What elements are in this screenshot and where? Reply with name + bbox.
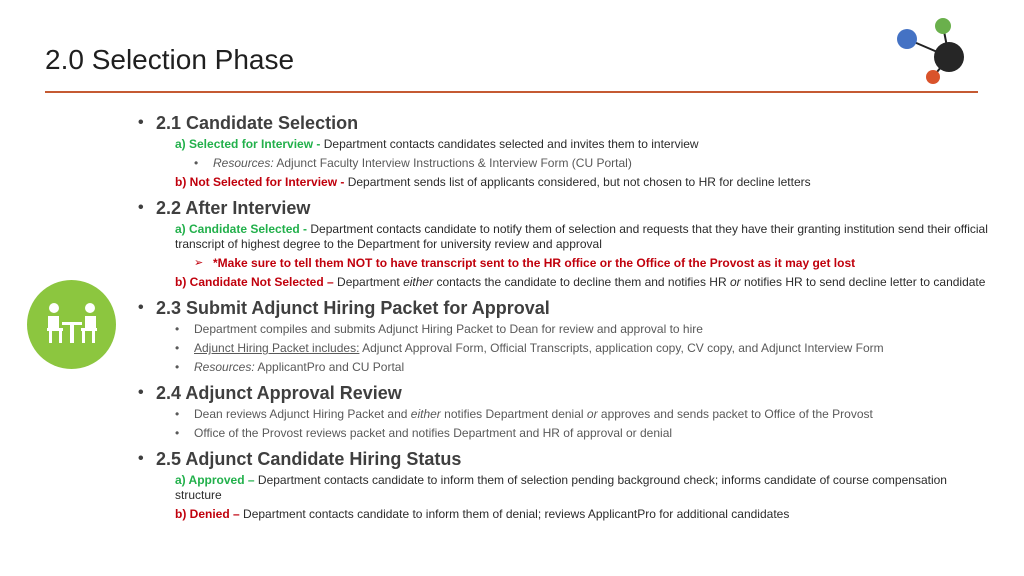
interview-meeting-icon [27, 280, 116, 369]
section-hiring-status [138, 448, 988, 522]
denied-line: b) Denied – Department contacts candidate to inform them of denial; reviews ApplicantPro for additional candidates [175, 507, 790, 521]
arrow-bullet-icon: ➢ [194, 257, 204, 269]
resources-line: • Resources: Adjunct Faculty Interview Instructions & Interview Form (CU Portal) [194, 156, 988, 171]
section-submit-packet [138, 297, 988, 375]
selected-for-interview-line: a) Selected for Interview - Department contacts candidates selected and invites them to interview [175, 137, 699, 151]
slide-content [138, 112, 988, 522]
section-heading: • 2.1 Candidate Selection [156, 112, 988, 134]
candidate-selected-line: a) Candidate Selected - Department contacts candidate to notify them of selection and requests that they have their granting institution send their official transcript of highest degree to the Department for university review and approval [175, 222, 988, 251]
list-item: • Department compiles and submits Adjunct Hiring Packet to Dean for review and approval to hire [175, 322, 988, 337]
approved-line: a) Approved – Department contacts candidate to inform them of selection pending background check; informs candidate of course compensation structure [175, 473, 947, 502]
section-heading: • 2.3 Submit Adjunct Hiring Packet for Approval [156, 297, 988, 319]
slide-title: 2.0 Selection Phase [45, 44, 295, 75]
list-item: • Adjunct Hiring Packet includes: Adjunct Approval Form, Official Transcripts, application copy, CV copy, and Adjunct Interview Form [175, 341, 988, 356]
section-heading: • 2.2 After Interview [156, 197, 988, 219]
section-candidate-selection [138, 112, 988, 190]
candidate-not-selected-line: b) Candidate Not Selected – Department either contacts the candidate to decline them and notifies HR or notifies HR to send decline letter to candidate [175, 275, 986, 289]
list-item: • Resources: ApplicantPro and CU Portal [175, 360, 988, 375]
title-divider [45, 91, 978, 93]
section-heading: • 2.5 Adjunct Candidate Hiring Status [156, 448, 988, 470]
section-approval-review [138, 382, 988, 441]
not-selected-line: b) Not Selected for Interview - Department sends list of applicants considered, but not chosen to HR for decline letters [175, 175, 811, 189]
transcript-warning: ➢ *Make sure to tell them NOT to have transcript sent to the HR office or the Office of the Provost as it may get lost [194, 256, 856, 270]
list-item: • Office of the Provost reviews packet and notifies Department and HR of approval or denial [175, 426, 988, 441]
network-logo-icon [890, 15, 970, 90]
list-item: • Dean reviews Adjunct Hiring Packet and either notifies Department denial or approves and sends packet to Office of the Provost [175, 407, 988, 422]
section-after-interview [138, 197, 988, 290]
section-heading: • 2.4 Adjunct Approval Review [156, 382, 988, 404]
